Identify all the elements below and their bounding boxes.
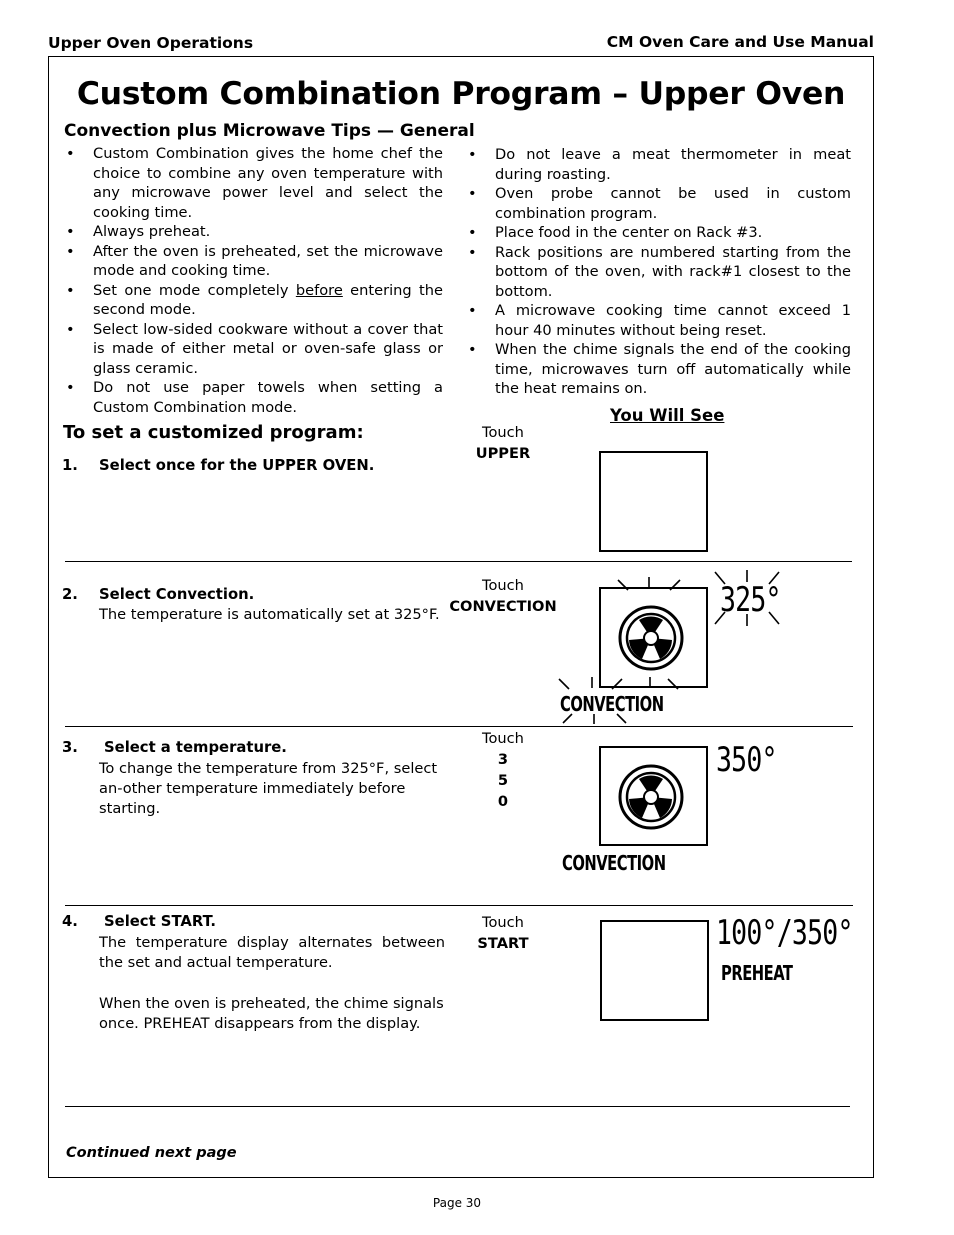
- step-1-number: 1.: [62, 457, 78, 474]
- tip-text: entering the second mode.: [93, 281, 443, 318]
- temp-display: 325°: [720, 580, 781, 620]
- step-2-title: Select Convection.: [99, 586, 255, 603]
- manual-title-header: CM Oven Care and Use Manual: [606, 33, 874, 51]
- page-title: Custom Combination Program – Upper Oven: [76, 76, 846, 112]
- continued-note: Continued next page: [66, 1145, 237, 1161]
- tip-item: • Place food in the center on Rack #3.: [466, 223, 851, 243]
- blink-rays-icon: [614, 576, 684, 592]
- key-convection: CONVECTION: [449, 598, 557, 615]
- tip-item: • Do not use paper towels when setting a Custom Combination mode.: [64, 378, 443, 417]
- step-4-number: 4.: [62, 913, 78, 930]
- temp-display: 350°: [716, 740, 777, 780]
- touch-label: Touch: [482, 424, 524, 441]
- tip-item: • Do not leave a meat thermometer in meat during roasting.: [466, 145, 851, 184]
- step-3-touch: [443, 728, 563, 812]
- tip-item: [64, 281, 443, 320]
- key-0: 0: [497, 793, 509, 810]
- preheat-indicator: PREHEAT: [721, 961, 793, 985]
- key-start: START: [477, 935, 529, 952]
- tips-left-list: [64, 144, 443, 417]
- step-3-number: 3.: [62, 739, 78, 756]
- tip-item: • When the chime signals the end of the cooking time, microwaves turn off automatically while the heat remains on.: [466, 340, 851, 399]
- convection-indicator: CONVECTION: [562, 851, 666, 875]
- convection-fan-icon: [617, 604, 685, 672]
- tip-item: • A microwave cooking time cannot exceed 1 hour 40 minutes without being reset.: [466, 301, 851, 340]
- step-1-title: Select once for the UPPER OVEN.: [99, 457, 375, 474]
- tip-item: • Always preheat.: [64, 222, 443, 242]
- tip-item: • Rack positions are numbered starting from the bottom of the oven, with rack#1 closest to the bottom.: [466, 243, 851, 302]
- divider: [65, 726, 853, 727]
- step-1-touch: [443, 422, 563, 464]
- touch-label: Touch: [482, 730, 524, 747]
- step-4-display-box: [600, 920, 709, 1021]
- step-4-body: The temperature display alternates between the set and actual temperature.: [99, 934, 445, 971]
- divider: [65, 905, 853, 906]
- tips-right-list: [466, 145, 851, 399]
- convection-indicator: CONVECTION: [560, 692, 664, 716]
- tip-item: • Oven probe cannot be used in custom combination program.: [466, 184, 851, 223]
- step-2-number: 2.: [62, 586, 78, 603]
- temp-display: 100°/350°: [716, 913, 853, 953]
- touch-label: Touch: [482, 577, 524, 594]
- step-2-touch: [440, 575, 566, 617]
- tip-item: • Select low-sided cookware without a cover that is made of either metal or oven-safe glass or glass ceramic.: [64, 320, 443, 379]
- step-4-touch: [443, 912, 563, 954]
- step-3-body: To change the temperature from 325°F, select an-other temperature immediately before starting.: [99, 760, 438, 817]
- tip-item: • Custom Combination gives the home chef the choice to combine any oven temperature with any microwave power level and select the cooking time.: [64, 144, 443, 222]
- touch-label: Touch: [482, 914, 524, 931]
- step-3-title: Select a temperature.: [104, 739, 287, 756]
- divider: [65, 1106, 850, 1107]
- convection-fan-icon: [617, 763, 685, 831]
- key-5: 5: [497, 772, 509, 789]
- you-will-see-heading: You Will See: [610, 406, 725, 425]
- key-upper: UPPER: [475, 445, 531, 462]
- step-4-title: Select START.: [104, 913, 217, 930]
- step-4-note: When the oven is preheated, the chime signals once. PREHEAT disappears from the display.: [99, 995, 444, 1032]
- step-1-display-box: [599, 451, 708, 552]
- tip-text: Set one mode completely: [93, 281, 296, 299]
- section-header: Upper Oven Operations: [48, 34, 254, 52]
- key-3: 3: [497, 751, 509, 768]
- page-number: Page 30: [432, 1196, 482, 1210]
- procedure-heading: To set a customized program:: [63, 422, 364, 443]
- step-2-body: The temperature is automatically set at 325°F.: [99, 606, 440, 623]
- tip-item: • After the oven is preheated, set the microwave mode and cooking time.: [64, 242, 443, 281]
- divider: [65, 561, 852, 562]
- tip-underline: before: [295, 281, 343, 299]
- tips-heading: Convection plus Microwave Tips — General: [64, 121, 475, 141]
